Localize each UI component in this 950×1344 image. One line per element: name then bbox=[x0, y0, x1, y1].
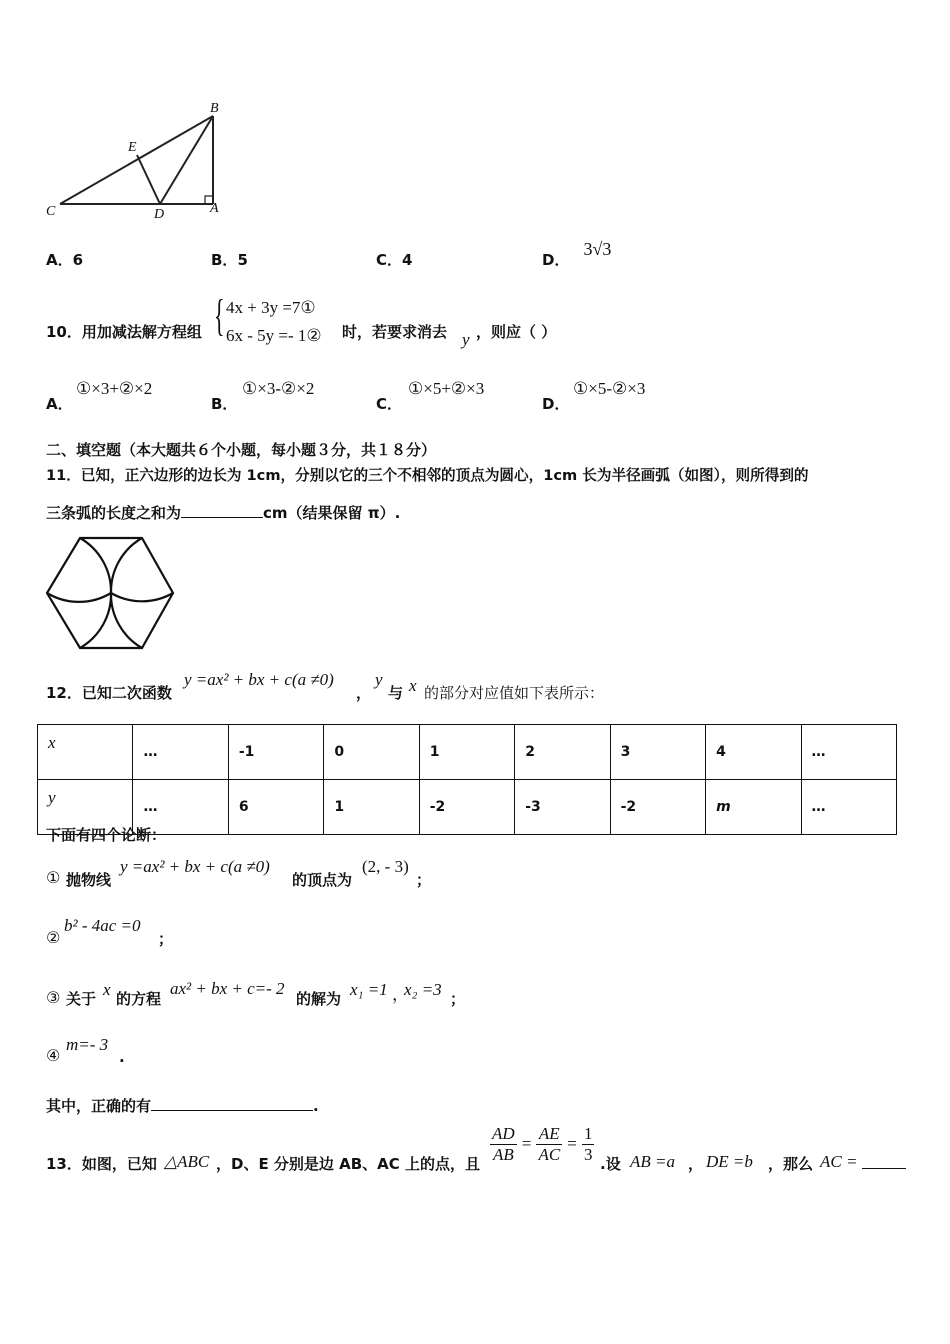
q11-line1: 11．已知，正六边形的边长为 1cm，分别以它的三个不相邻的顶点为圆心，1cm 长为半径画弧（如图），则所得到的 bbox=[46, 467, 809, 484]
section-title: 二、填空题（本大题共６个小题，每小题３分，共１８分） bbox=[46, 441, 437, 459]
s4-expr: m=- 3 bbox=[66, 1035, 109, 1054]
label-c: C bbox=[46, 204, 56, 219]
q10-option-d-expr: ①×5-②×3 bbox=[573, 379, 646, 398]
q9-option-b: B．5 bbox=[211, 251, 248, 269]
table-cell: 1 bbox=[419, 725, 514, 780]
q10-middle: 时，若要求消去 bbox=[342, 323, 448, 341]
q10-option-a-letter: A． bbox=[46, 395, 73, 413]
q13-answer-blank[interactable] bbox=[862, 1152, 906, 1169]
table-cell: … bbox=[801, 725, 897, 780]
table-cell: 6 bbox=[228, 780, 323, 835]
q10-option-b-expr: ①×3-②×2 bbox=[242, 379, 315, 398]
table-cell: y bbox=[38, 780, 133, 835]
table-row-x bbox=[38, 725, 897, 780]
q12-suffix: 的部分对应值如下表所示： bbox=[424, 684, 605, 702]
segment-bd bbox=[160, 116, 213, 204]
q13-mid2: .设 bbox=[600, 1155, 621, 1173]
q13-answer bbox=[862, 1152, 906, 1173]
q12-x: x bbox=[409, 676, 417, 695]
hexagon-arcs-figure bbox=[44, 534, 178, 652]
q10-eq2: 6x - 5y =- 1② bbox=[226, 326, 322, 345]
table-cell: 3 bbox=[610, 725, 705, 780]
triangle-figure bbox=[40, 98, 240, 224]
q10-var: y bbox=[462, 330, 470, 349]
q12-comma: ， bbox=[356, 684, 372, 702]
table-cell: … bbox=[133, 725, 228, 780]
s1-end: ； bbox=[416, 871, 432, 889]
q13-ab: AB =a bbox=[630, 1152, 675, 1171]
fraction-ae-ac: $\frac{AE}{AC}$ bbox=[538, 1124, 561, 1164]
table-cell: 2 bbox=[515, 725, 610, 780]
label-a: A bbox=[210, 201, 219, 216]
s4-mark: ④ bbox=[46, 1046, 61, 1065]
s3-sol2: x₂ =3 bbox=[404, 980, 442, 999]
q10-option-c-letter: C． bbox=[376, 395, 403, 413]
fraction-ad-ab: $\frac{AD}{AB}$ bbox=[492, 1124, 515, 1164]
table-cell: -3 bbox=[515, 780, 610, 835]
table-cell: m bbox=[706, 780, 801, 835]
q13-ac: AC = bbox=[820, 1152, 858, 1171]
q9-option-c: C．4 bbox=[376, 251, 413, 269]
s1-point: (2, - 3) bbox=[362, 857, 409, 876]
s3-mid2: 的解为 bbox=[296, 990, 342, 1008]
s3-mid1: 的方程 bbox=[116, 990, 162, 1008]
q10-suffix: ，则应（ ） bbox=[476, 323, 557, 341]
q9-option-d: D．3√3 bbox=[542, 239, 612, 269]
q11-answer-blank[interactable] bbox=[181, 503, 263, 518]
q13-sep: ， bbox=[688, 1155, 704, 1173]
s2-mark: ② bbox=[46, 928, 61, 947]
q9-option-a: A．6 bbox=[46, 251, 84, 269]
table-cell: 4 bbox=[706, 725, 801, 780]
q12-intro: 下面有四个论断： bbox=[46, 826, 167, 844]
q13-triangle: △ABC bbox=[164, 1152, 210, 1171]
q10-option-a-expr: ①×3+②×2 bbox=[76, 379, 153, 398]
s3-equation: ax² + bx + c=- 2 bbox=[170, 979, 285, 998]
s2-expr: b² - 4ac =0 bbox=[64, 916, 141, 935]
arc-1 bbox=[80, 538, 111, 593]
table-cell: … bbox=[133, 780, 228, 835]
q10-eq1: 4x + 3y =7① bbox=[226, 298, 316, 317]
q13-mid3: ，那么 bbox=[768, 1155, 814, 1173]
q12-answer: 其中，正确的有 . bbox=[46, 1097, 319, 1115]
s1-mid: 的顶点为 bbox=[292, 871, 353, 889]
table-cell: -1 bbox=[228, 725, 323, 780]
label-b: B bbox=[210, 101, 219, 116]
table-cell: 1 bbox=[324, 780, 419, 835]
fraction-one-third: $\frac{1}{3}$ bbox=[583, 1124, 593, 1164]
s3-sep: ， bbox=[392, 985, 409, 1004]
q13-prefix: 13．如图，已知 bbox=[46, 1155, 157, 1173]
arc-3 bbox=[111, 593, 173, 601]
q10-option-c-expr: ①×5+②×3 bbox=[408, 379, 485, 398]
label-e: E bbox=[128, 140, 137, 155]
arc-2 bbox=[111, 538, 142, 593]
q12-prefix: 12．已知二次函数 bbox=[46, 684, 172, 702]
label-d: D bbox=[154, 207, 165, 222]
q12-y: y bbox=[375, 670, 383, 689]
s1-mark: ① bbox=[46, 868, 61, 887]
s3-end: ； bbox=[450, 990, 466, 1008]
s3-x: x bbox=[103, 980, 111, 999]
segment-ed bbox=[137, 155, 160, 204]
segment-cb bbox=[60, 116, 213, 204]
table-cell: 0 bbox=[324, 725, 419, 780]
s1-pre: 抛物线 bbox=[66, 871, 112, 889]
s3-mark: ③ bbox=[46, 988, 61, 1007]
s4-end: . bbox=[119, 1048, 125, 1066]
q12-answer-blank[interactable] bbox=[151, 1096, 313, 1111]
brace: { bbox=[214, 291, 225, 340]
q13-de: DE =b bbox=[706, 1152, 753, 1171]
q12-and: 与 bbox=[388, 684, 404, 702]
q10-option-d-letter: D． bbox=[542, 395, 570, 413]
arc-6 bbox=[47, 593, 111, 602]
s3-pre: 关于 bbox=[66, 990, 97, 1008]
value-table bbox=[37, 724, 897, 835]
q13-mid1: ，D、E 分别是边 AB、AC 上的点，且 bbox=[216, 1155, 481, 1173]
table-cell: x bbox=[38, 725, 133, 780]
q10-option-b-letter: B． bbox=[211, 395, 238, 413]
table-cell: … bbox=[801, 780, 897, 835]
table-cell: -2 bbox=[610, 780, 705, 835]
q12-func: y =ax² + bx + c(a ≠0) bbox=[184, 670, 334, 689]
q13-ratio: $\frac{AD}{AB}$ = $\frac{AE}{AC}$ = $\frac{1}{3}$ bbox=[492, 1124, 593, 1164]
q11-line2: 三条弧的长度之和为 cm（结果保留 π）. bbox=[46, 504, 401, 522]
table-row-y bbox=[38, 780, 897, 835]
s3-sol1: x₁ =1 bbox=[350, 980, 388, 999]
s2-end: ； bbox=[158, 930, 174, 948]
q10-prefix: 10．用加减法解方程组 bbox=[46, 323, 202, 341]
table-cell: -2 bbox=[419, 780, 514, 835]
s1-func: y =ax² + bx + c(a ≠0) bbox=[120, 857, 270, 876]
